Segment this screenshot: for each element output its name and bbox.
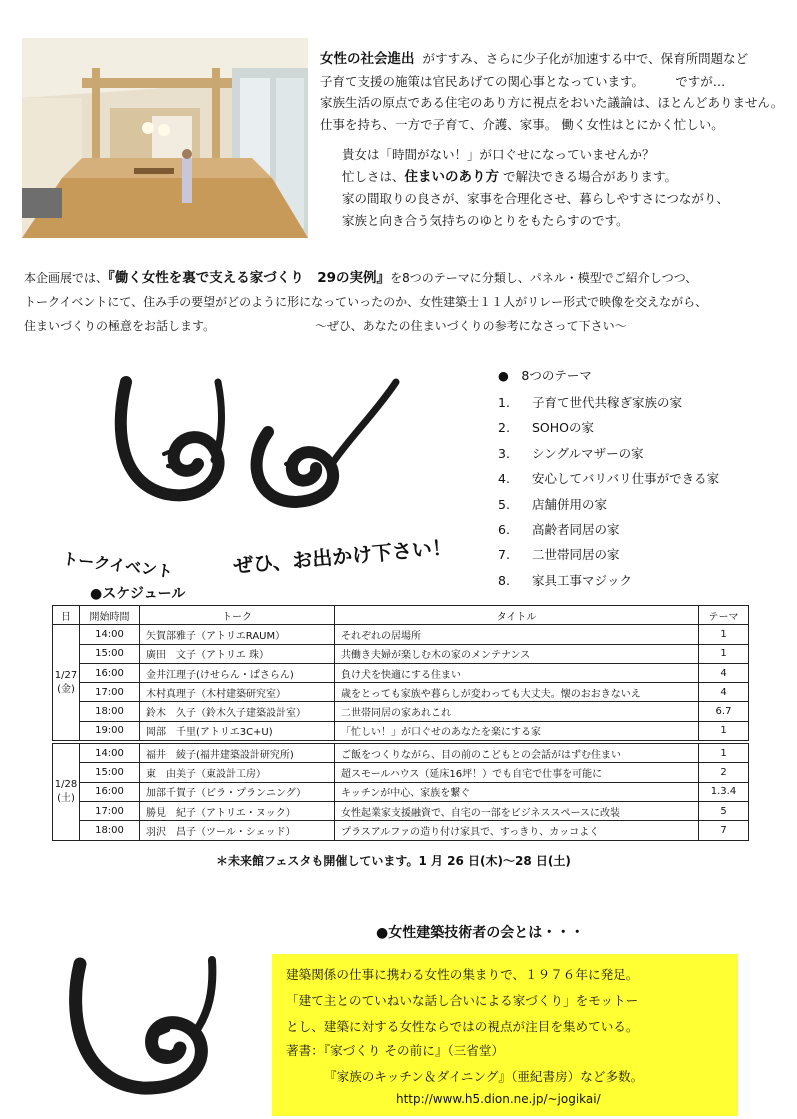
intro-line-6: 忙しさは、住まいのあり方 で解決できる場合があります。: [342, 168, 678, 185]
table-row: 17:00 木村真理子（木村建築研究室） 歳をとっても家族や暮らしが変わっても大丈夫。懐のおおきないえ 4: [53, 683, 749, 702]
schedule-label: ●スケジュール: [90, 586, 186, 602]
table-row: 16:00 金井江理子(けせらん・ぱさらん) 負け犬を快適にする住まい 4: [53, 663, 749, 682]
association-line-2: 「建て主とのていねいな話し合いによる家づくり」をモットー: [286, 993, 639, 1008]
table-row: 16:00 加部千賀子（ビラ・プランニング） キッチンが中心、家族を繋ぐ 1.3.4: [53, 782, 749, 801]
theme-item: 1. 子育て世代共稼ぎ家族の家: [498, 395, 683, 410]
association-line-3: とし、建築に対する女性ならではの視点が注目を集めている。: [286, 1019, 639, 1034]
theme-item: 7. 二世帯同居の家: [498, 547, 620, 563]
themes-list: [498, 366, 719, 593]
exhibit-text: [24, 266, 784, 338]
day-cell: 1/28 (土): [53, 742, 80, 840]
interior-photo: [22, 38, 308, 238]
intro-line-5: 貴女は「時間がない！」が口ぐせになっていませんか？: [342, 147, 655, 162]
table-row: 19:00 岡部 千里(アトリエ3C+U) 「忙しい！」が口ぐせのあなたを楽にする家 1: [53, 721, 749, 742]
table-header: 日 開始時間 トーク タイトル テーマ: [53, 606, 749, 625]
theme-item: 3. シングルマザーの家: [498, 445, 644, 461]
intro-line-3: 家族生活の原点である住宅のあり方に視点をおいた議論は、ほとんどありません。: [320, 95, 784, 110]
intro-highlight: 女性の社会進出: [320, 51, 415, 67]
theme-item: 2. SOHOの家: [498, 420, 595, 436]
intro-text: [320, 48, 790, 231]
association-box: [272, 954, 738, 1116]
intro-line-7: 家の間取りの良さが、家事を合理化させ、暮らしやすさにつながり、: [342, 191, 729, 206]
association-url-link[interactable]: http://www.h5.dion.ne.jp/~jogikai/: [396, 1092, 601, 1106]
festa-note: ＊未来館フェスタも開催しています。1 月 26 日(木)～28 日(土): [216, 854, 571, 868]
intro-line-2: 子育て支援の施策は官民あげての関心事となっています。 ですが…: [320, 73, 726, 89]
theme-item: 6. 高齢者同居の家: [498, 521, 620, 537]
association-line-4: 著書：『家づくり その前に』（三省堂）: [286, 1043, 505, 1058]
brush-logo-small: [62, 952, 262, 1112]
table-row: 18:00 鈴木 久子（鈴木久子建築設計室） 二世帯同居の家あれこれ 6.7: [53, 702, 749, 721]
association-line-5: 『家族のキッチン＆ダイニング』（亜紀書房）など多数。: [324, 1069, 644, 1084]
brush-logo: [106, 372, 406, 522]
table-row: 15:00 東 由美子（東設計工房） 超スモールハウス（延床16坪！）でも自宅で仕事を可能に 2: [53, 763, 749, 782]
theme-item: 5. 店舗併用の家: [498, 496, 608, 512]
exhibit-line-3: 住まいづくりの極意をお話します。 ～ぜひ、あなたの住まいづくりの参考になさって下さい～: [24, 319, 627, 333]
table-row: 17:00 勝見 紀子（アトリエ・ヌック） 女性起業家支援融資で、自宅の一部をビジネススペースに改装 5: [53, 801, 749, 820]
intro-line-8: 家族と向き合う気持ちのゆとりをもたらすのです。: [342, 212, 629, 228]
themes-heading: ● 8つのテーマ: [498, 368, 592, 383]
association-title: ●女性建築技術者の会とは・・・: [376, 925, 585, 941]
day-cell: 1/27 (金): [53, 625, 80, 742]
association-line-1: 建築関係の仕事に携わる女性の集まりで、１９７６年に発足。: [286, 967, 639, 982]
table-row: 18:00 羽沢 昌子（ツール・シェッド） プラスアルファの造り付け家具で、すっきり、カッコよく 7: [53, 821, 749, 840]
talk-event-title: トークイベント: [61, 548, 175, 582]
exhibit-line-2: トークイベントにて、住み手の要望がどのように形になっていったのか、女性建築士１１人がリレー形式で映像を交えながら、: [24, 295, 708, 309]
come-title: ぜひ、お出かけ下さい！: [232, 534, 453, 578]
table-row: 15:00 廣田 文子（アトリエ 珠） 共働き夫婦が楽しむ木の家のメンテナンス 1: [53, 644, 749, 663]
theme-item: 8. 家具工事マジック: [498, 572, 633, 588]
intro-line-1: 女性の社会進出 がすすみ、さらに少子化が加速する中で、保育所問題など: [320, 51, 749, 67]
table-row: 1/27 (金) 14:00 矢賀部雅子（アトリエRAUM） それぞれの居場所 1: [53, 625, 749, 644]
intro-line-4: 仕事を持ち、一方で子育て、介護、家事。 働く女性はとにかく忙しい。: [320, 116, 724, 132]
table-row: 1/28 (土) 14:00 福井 綾子(福井建築設計研究所) ご飯をつくりながら、目の前のこどもとの会話がはずむ住まい 1: [53, 742, 749, 763]
theme-item: 4. 安心してバリバリ仕事ができる家: [498, 471, 720, 487]
exhibit-line-1: 本企画展では、『働く女性を裏で支える家づくり 29の実例』を8つのテーマに分類し、パネル・模型でご紹介しつつ、: [24, 270, 698, 286]
schedule-table: [52, 605, 749, 841]
